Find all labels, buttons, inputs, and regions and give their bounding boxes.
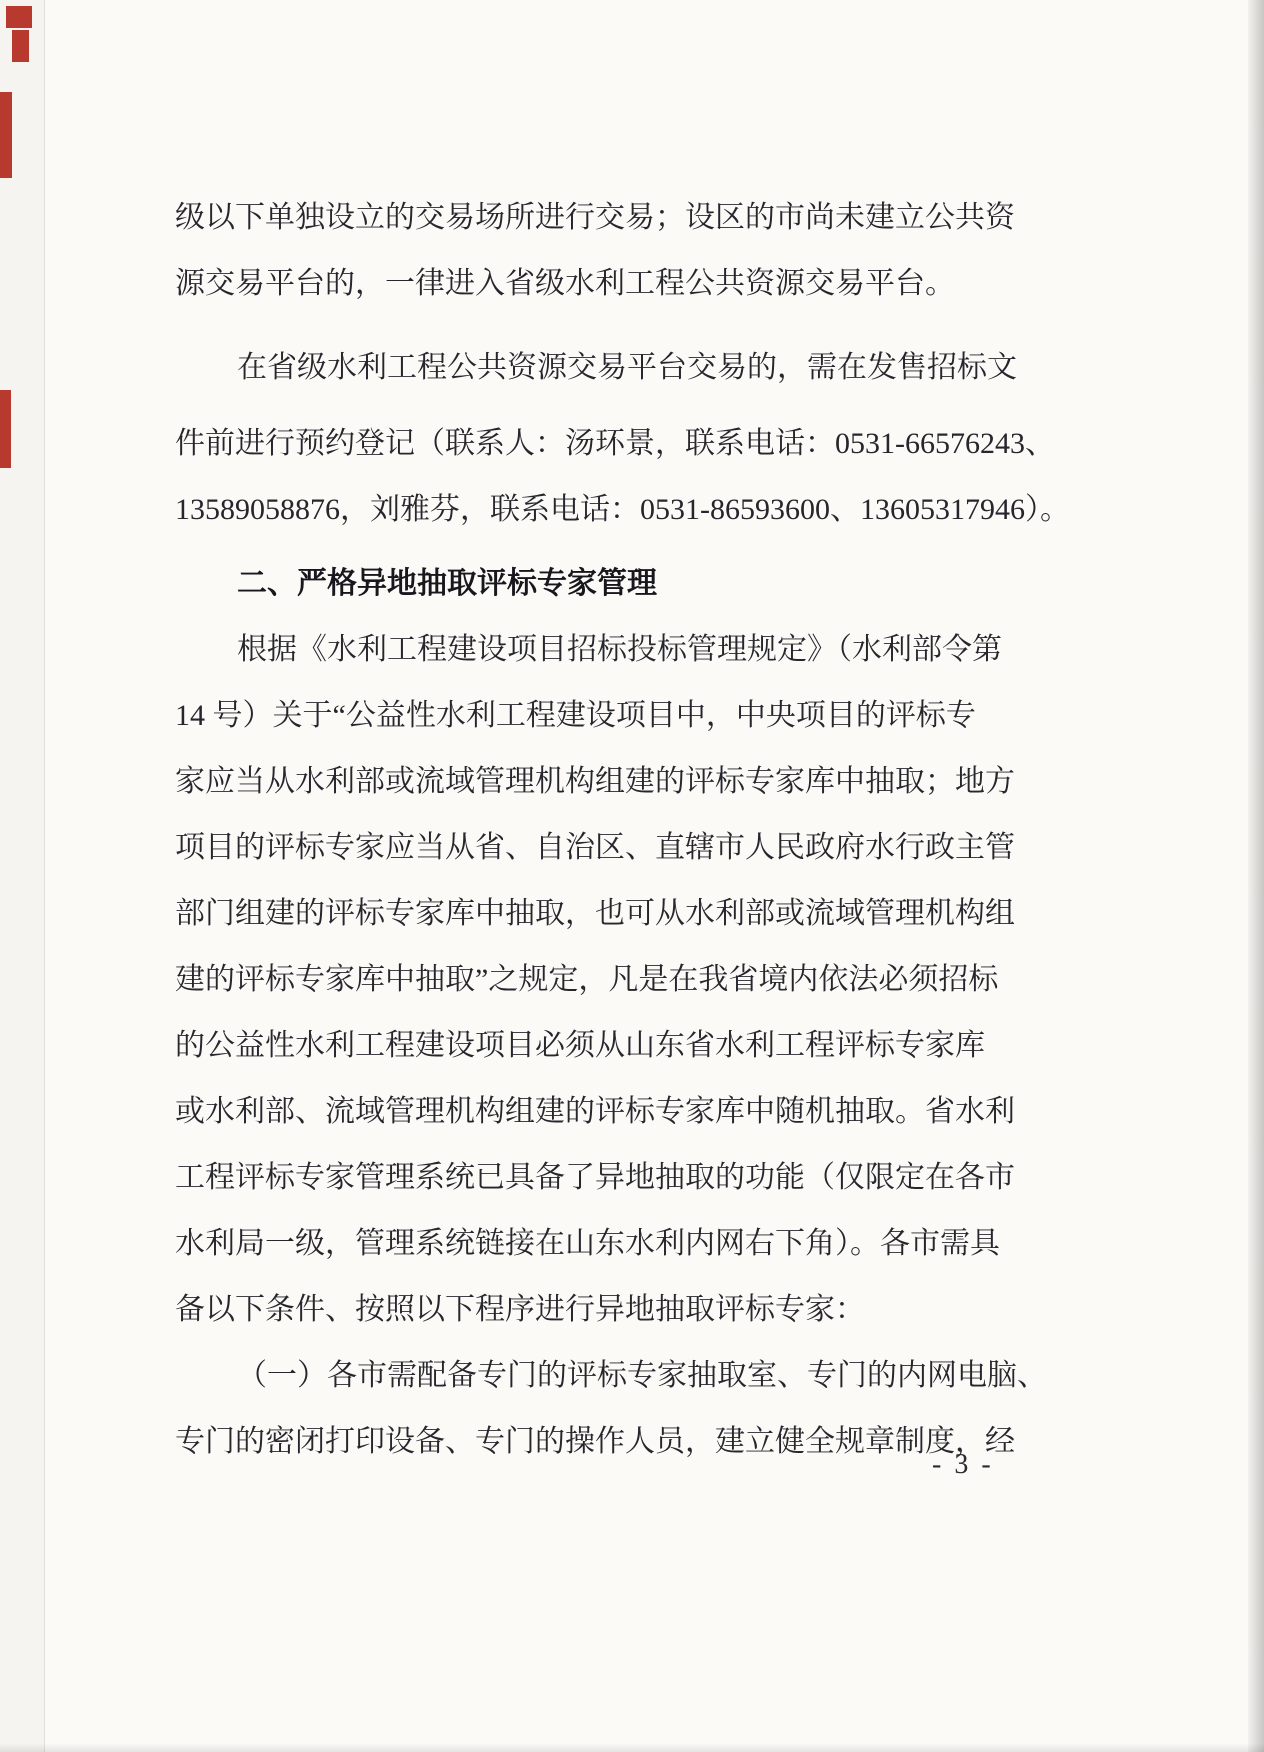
scan-bottom-edge-shadow bbox=[0, 1743, 1264, 1752]
text-line: 部门组建的评标专家库中抽取，也可从水利部或流域管理机构组 bbox=[175, 897, 1015, 930]
text-line: 专门的密闭打印设备、专门的操作人员，建立健全规章制度，经 bbox=[175, 1425, 1015, 1458]
text-line: 水利局一级，管理系统链接在山东水利内网右下角）。各市需具 bbox=[175, 1227, 1000, 1260]
text-line: （一）各市需配备专门的评标专家抽取室、专门的内网电脑、 bbox=[237, 1359, 1047, 1392]
text-line: 或水利部、流域管理机构组建的评标专家库中随机抽取。省水利 bbox=[175, 1095, 1015, 1128]
text-line: 备以下条件、按照以下程序进行异地抽取评标专家： bbox=[175, 1293, 865, 1326]
text-line: 家应当从水利部或流域管理机构组建的评标专家库中抽取；地方 bbox=[175, 765, 1015, 798]
text-line: 源交易平台的，一律进入省级水利工程公共资源交易平台。 bbox=[175, 267, 955, 300]
red-edge-mark-2 bbox=[12, 30, 29, 62]
text-line: 工程评标专家管理系统已具备了异地抽取的功能（仅限定在各市 bbox=[175, 1161, 1015, 1194]
page-number: - 3 - bbox=[932, 1449, 994, 1480]
text-line: 根据《水利工程建设项目招标投标管理规定》（水利部令第 bbox=[237, 633, 1002, 666]
scan-left-margin bbox=[0, 0, 45, 1752]
text-line: 件前进行预约登记（联系人：汤环景，联系电话：0531-66576243、 bbox=[175, 427, 1055, 460]
red-edge-mark-3 bbox=[0, 92, 12, 178]
text-line: 项目的评标专家应当从省、自治区、直辖市人民政府水行政主管 bbox=[175, 831, 1015, 864]
red-edge-mark-1 bbox=[6, 6, 32, 28]
text-line: 在省级水利工程公共资源交易平台交易的，需在发售招标文 bbox=[237, 351, 1017, 384]
text-line: 14 号）关于“公益性水利工程建设项目中，中央项目的评标专 bbox=[175, 699, 976, 732]
scan-right-edge-shadow bbox=[1248, 0, 1264, 1752]
red-edge-mark-4 bbox=[0, 390, 11, 468]
text-line: 13589058876，刘雅芬，联系电话：0531-86593600、13605317946）。 bbox=[175, 493, 1070, 526]
section-heading: 二、严格异地抽取评标专家管理 bbox=[237, 567, 657, 600]
text-line: 的公益性水利工程建设项目必须从山东省水利工程评标专家库 bbox=[175, 1029, 985, 1062]
document-body-text bbox=[175, 185, 1070, 1475]
text-line: 级以下单独设立的交易场所进行交易；设区的市尚未建立公共资 bbox=[175, 201, 1015, 234]
text-line: 建的评标专家库中抽取”之规定，凡是在我省境内依法必须招标 bbox=[175, 963, 999, 996]
